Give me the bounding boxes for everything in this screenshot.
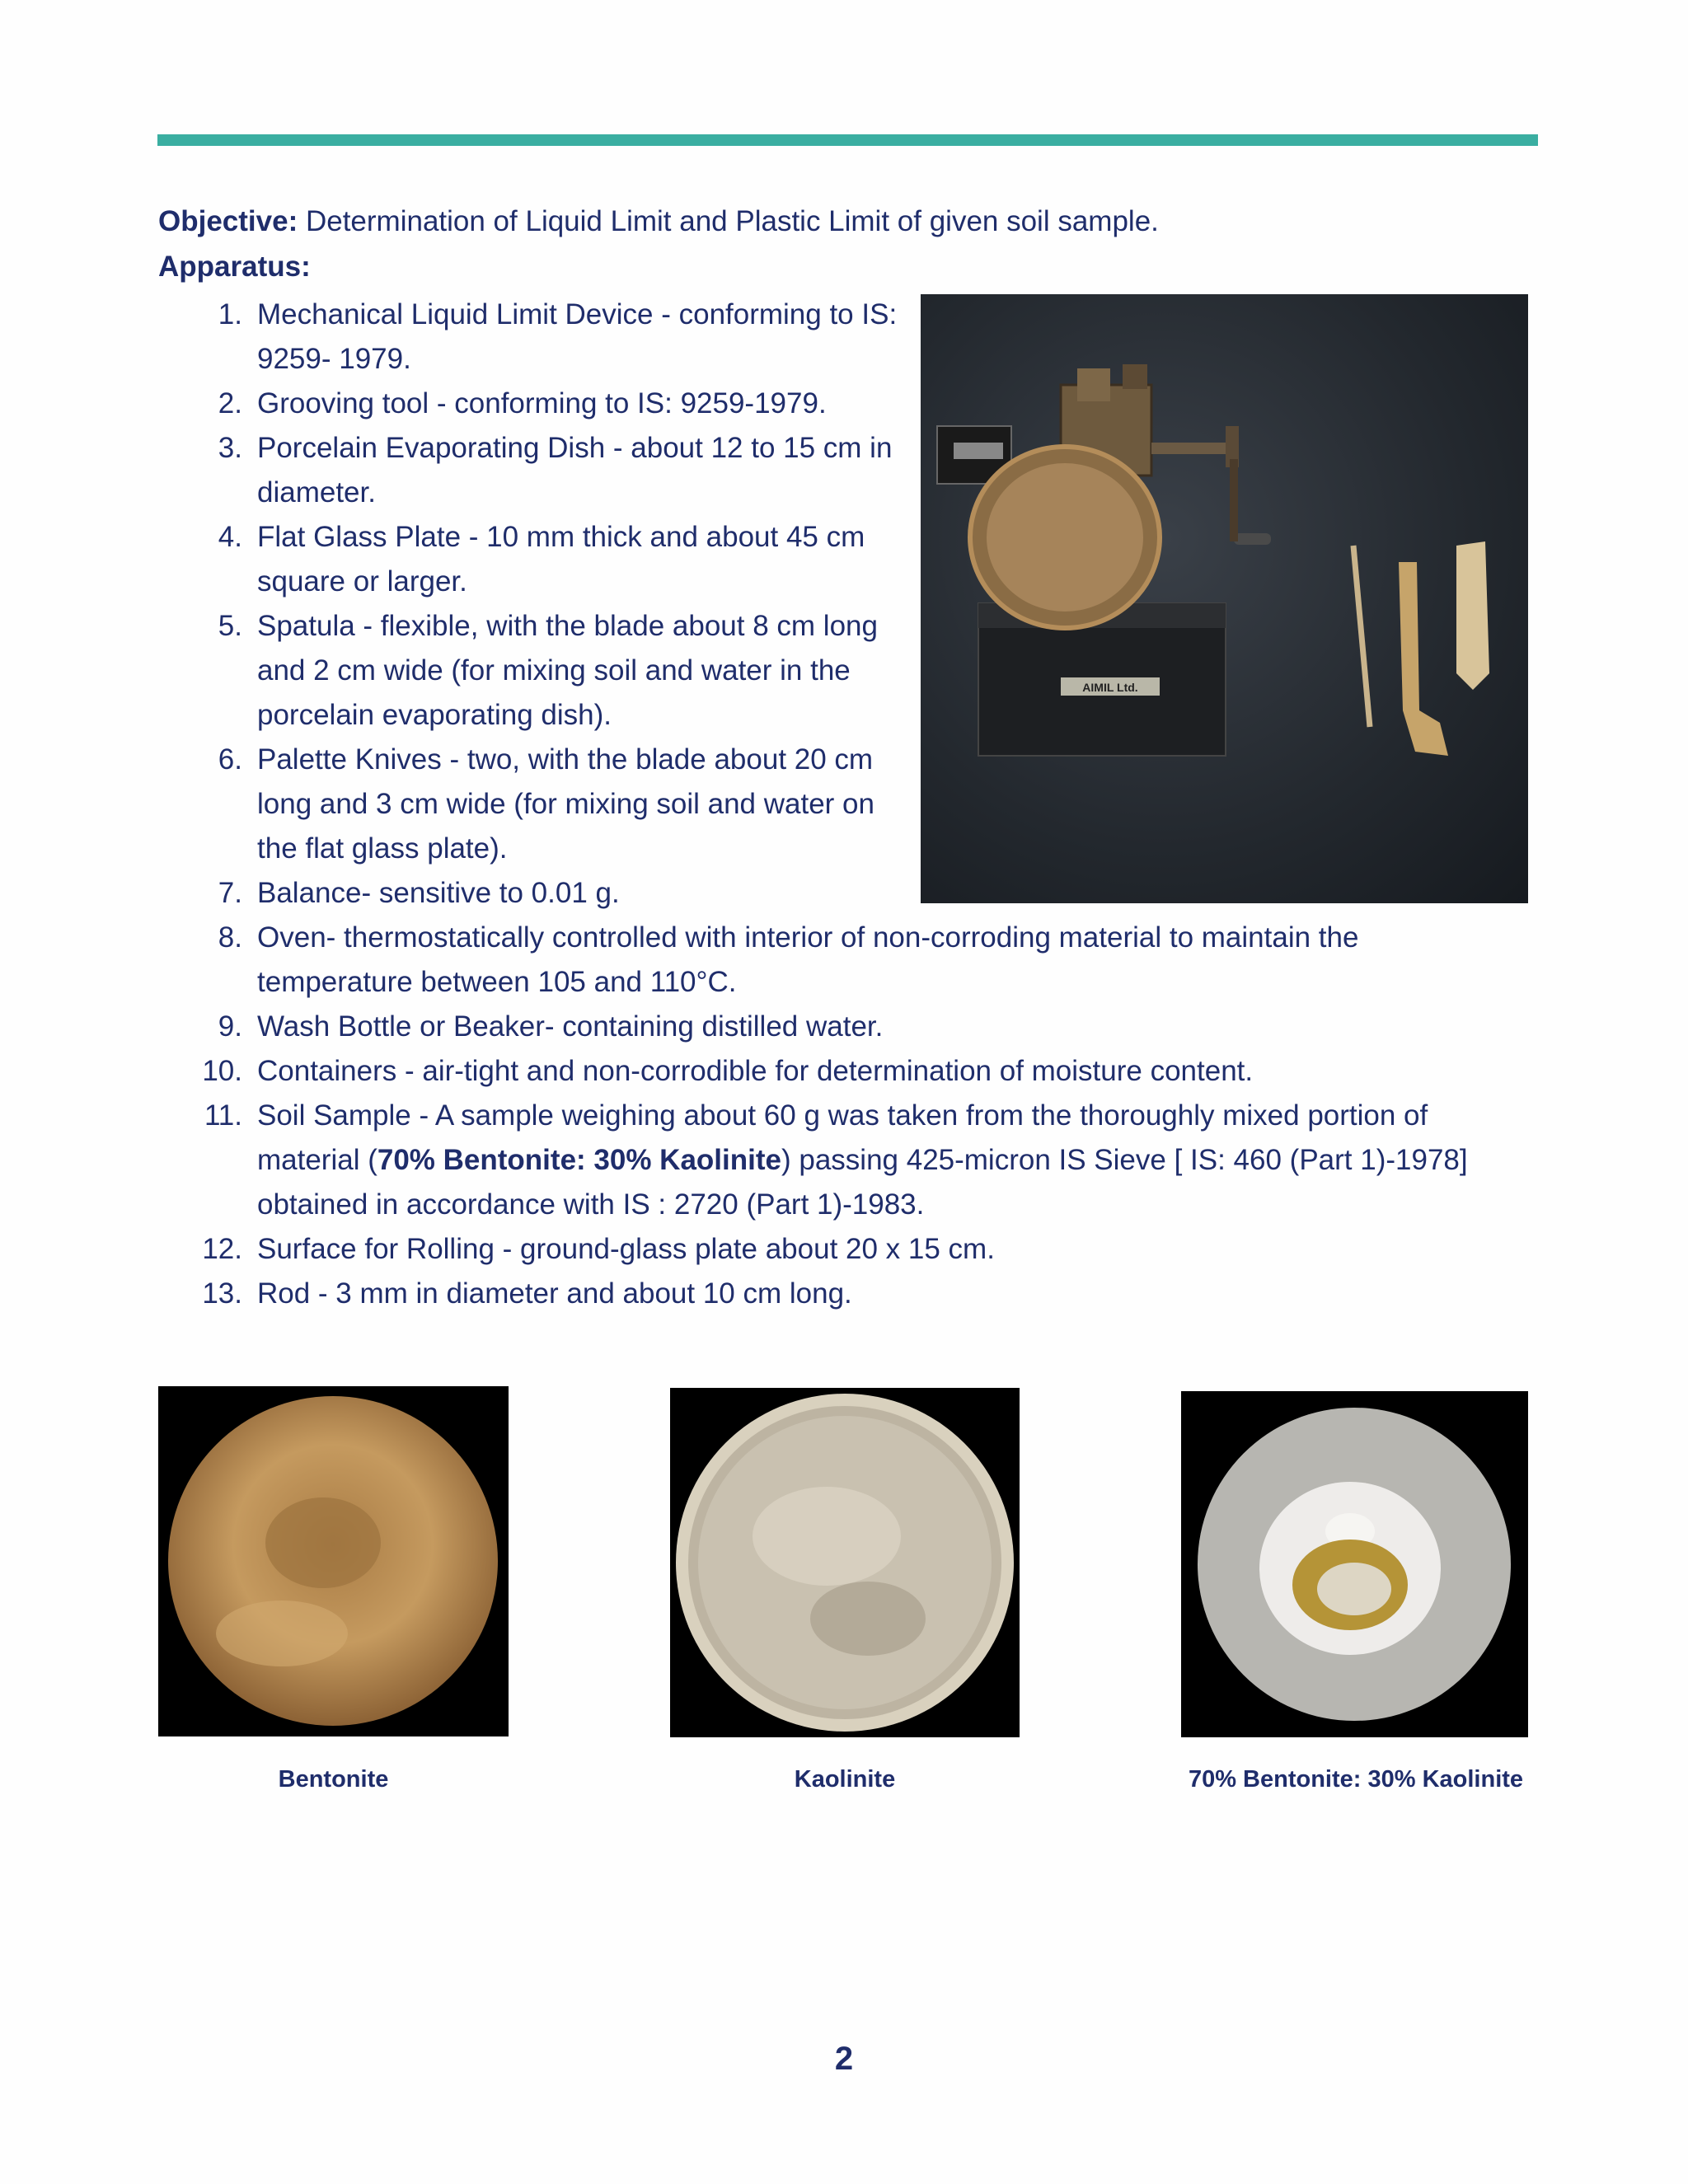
item-text: Spatula - flexible, with the blade about 8 cm long and 2 cm wide (for mixing soil and water in the porcelain evaporating dish). xyxy=(257,610,878,731)
item-number: 10. xyxy=(202,1055,242,1087)
caption-mix: 70% Bentonite: 30% Kaolinite xyxy=(1188,1766,1524,1793)
list-item xyxy=(158,916,1543,1005)
nameplate-text: AIMIL Ltd. xyxy=(1082,681,1138,694)
list-item xyxy=(158,1272,1543,1316)
caption-bentonite: Bentonite xyxy=(278,1766,389,1793)
header-rule xyxy=(157,134,1538,146)
item-number: 5. xyxy=(218,610,242,642)
mixed-soil-center xyxy=(1317,1563,1391,1615)
objective-line xyxy=(158,204,1543,240)
spatula-tool xyxy=(1456,541,1489,690)
item-number: 2. xyxy=(218,387,242,419)
item-text: Palette Knives - two, with the blade about 20 cm long and 3 cm wide (for mixing soil and water on the flat glass plate). xyxy=(257,743,874,865)
item-number: 6. xyxy=(218,743,242,776)
item-number: 9. xyxy=(218,1010,242,1043)
item-text: Wash Bottle or Beaker- containing distilled water. xyxy=(257,1010,884,1043)
list-item xyxy=(158,1005,1543,1049)
item-number: 11. xyxy=(204,1099,242,1132)
item-text: Porcelain Evaporating Dish - about 12 to 15 cm in diameter. xyxy=(257,432,893,509)
item-text-part: ) passing 425-micron IS Sieve [ IS: 460 (Part 1)-1978] obtained in accordance with IS : 2720 (Part 1)-1983. xyxy=(257,1144,1468,1221)
item-text: Surface for Rolling - ground-glass plate about 20 x 15 cm. xyxy=(257,1233,995,1265)
item-number: 4. xyxy=(218,521,242,553)
bentonite-photo xyxy=(158,1386,509,1736)
item-text xyxy=(257,1094,1526,1227)
adjust-screw xyxy=(1123,364,1147,389)
item-text: Containers - air-tight and non-corrodible for determination of moisture content. xyxy=(257,1055,1254,1087)
bentonite-mound xyxy=(216,1601,348,1666)
item-text: Mechanical Liquid Limit Device - conforming to IS: 9259- 1979. xyxy=(257,298,898,375)
apparatus-heading: Apparatus: xyxy=(158,251,311,283)
item-text: Balance- sensitive to 0.01 g. xyxy=(257,877,620,909)
kaolinite-mound xyxy=(753,1487,901,1586)
page-number: 2 xyxy=(834,2041,854,2077)
cam-block xyxy=(1077,368,1110,401)
device-illustration xyxy=(921,294,1528,903)
kaolinite-illustration xyxy=(670,1388,1020,1737)
caption-kaolinite: Kaolinite xyxy=(794,1766,896,1793)
item-number: 1. xyxy=(218,298,242,330)
kaolinite-shadow xyxy=(810,1582,926,1656)
item-text: Grooving tool - conforming to IS: 9259-1979. xyxy=(257,387,827,419)
item-number: 12. xyxy=(202,1233,242,1265)
item-text: Rod - 3 mm in diameter and about 10 cm long. xyxy=(257,1277,852,1310)
item-number: 3. xyxy=(218,432,242,464)
item-text-part: Soil Sample - A sample weighing about 60 g was taken from the thoroughly mixed portion of material ( xyxy=(257,1099,1428,1176)
counter-window xyxy=(954,443,1003,459)
bentonite-depression xyxy=(265,1497,381,1588)
grooving-tool xyxy=(1399,562,1448,756)
list-item xyxy=(158,1227,1543,1272)
list-item xyxy=(158,1049,1543,1094)
item-text: Flat Glass Plate - 10 mm thick and about 45 cm square or larger. xyxy=(257,521,865,598)
list-item xyxy=(158,1094,1543,1227)
item-number: 8. xyxy=(218,921,242,954)
kaolinite-photo xyxy=(670,1388,1020,1737)
crank-handle xyxy=(1234,533,1271,545)
item-number: 7. xyxy=(218,877,242,909)
sample-mix-label: 70% Bentonite: 30% Kaolinite xyxy=(377,1144,781,1176)
item-number: 13. xyxy=(202,1277,242,1310)
grooving-rod xyxy=(1353,546,1370,727)
objective-label: Objective: xyxy=(158,205,298,237)
mix-sample-illustration xyxy=(1181,1391,1528,1737)
objective-text: Determination of Liquid Limit and Plastic Limit of given soil sample. xyxy=(298,205,1159,237)
crank-shaft xyxy=(1151,443,1234,454)
liquid-limit-device-photo xyxy=(921,294,1528,903)
item-text: Oven- thermostatically controlled with interior of non-corroding material to maintain the temperature between 105 and 110°C. xyxy=(257,921,1359,998)
bentonite-illustration xyxy=(158,1386,509,1736)
mix-sample-photo xyxy=(1181,1391,1528,1737)
brass-cup-inner xyxy=(987,463,1143,612)
